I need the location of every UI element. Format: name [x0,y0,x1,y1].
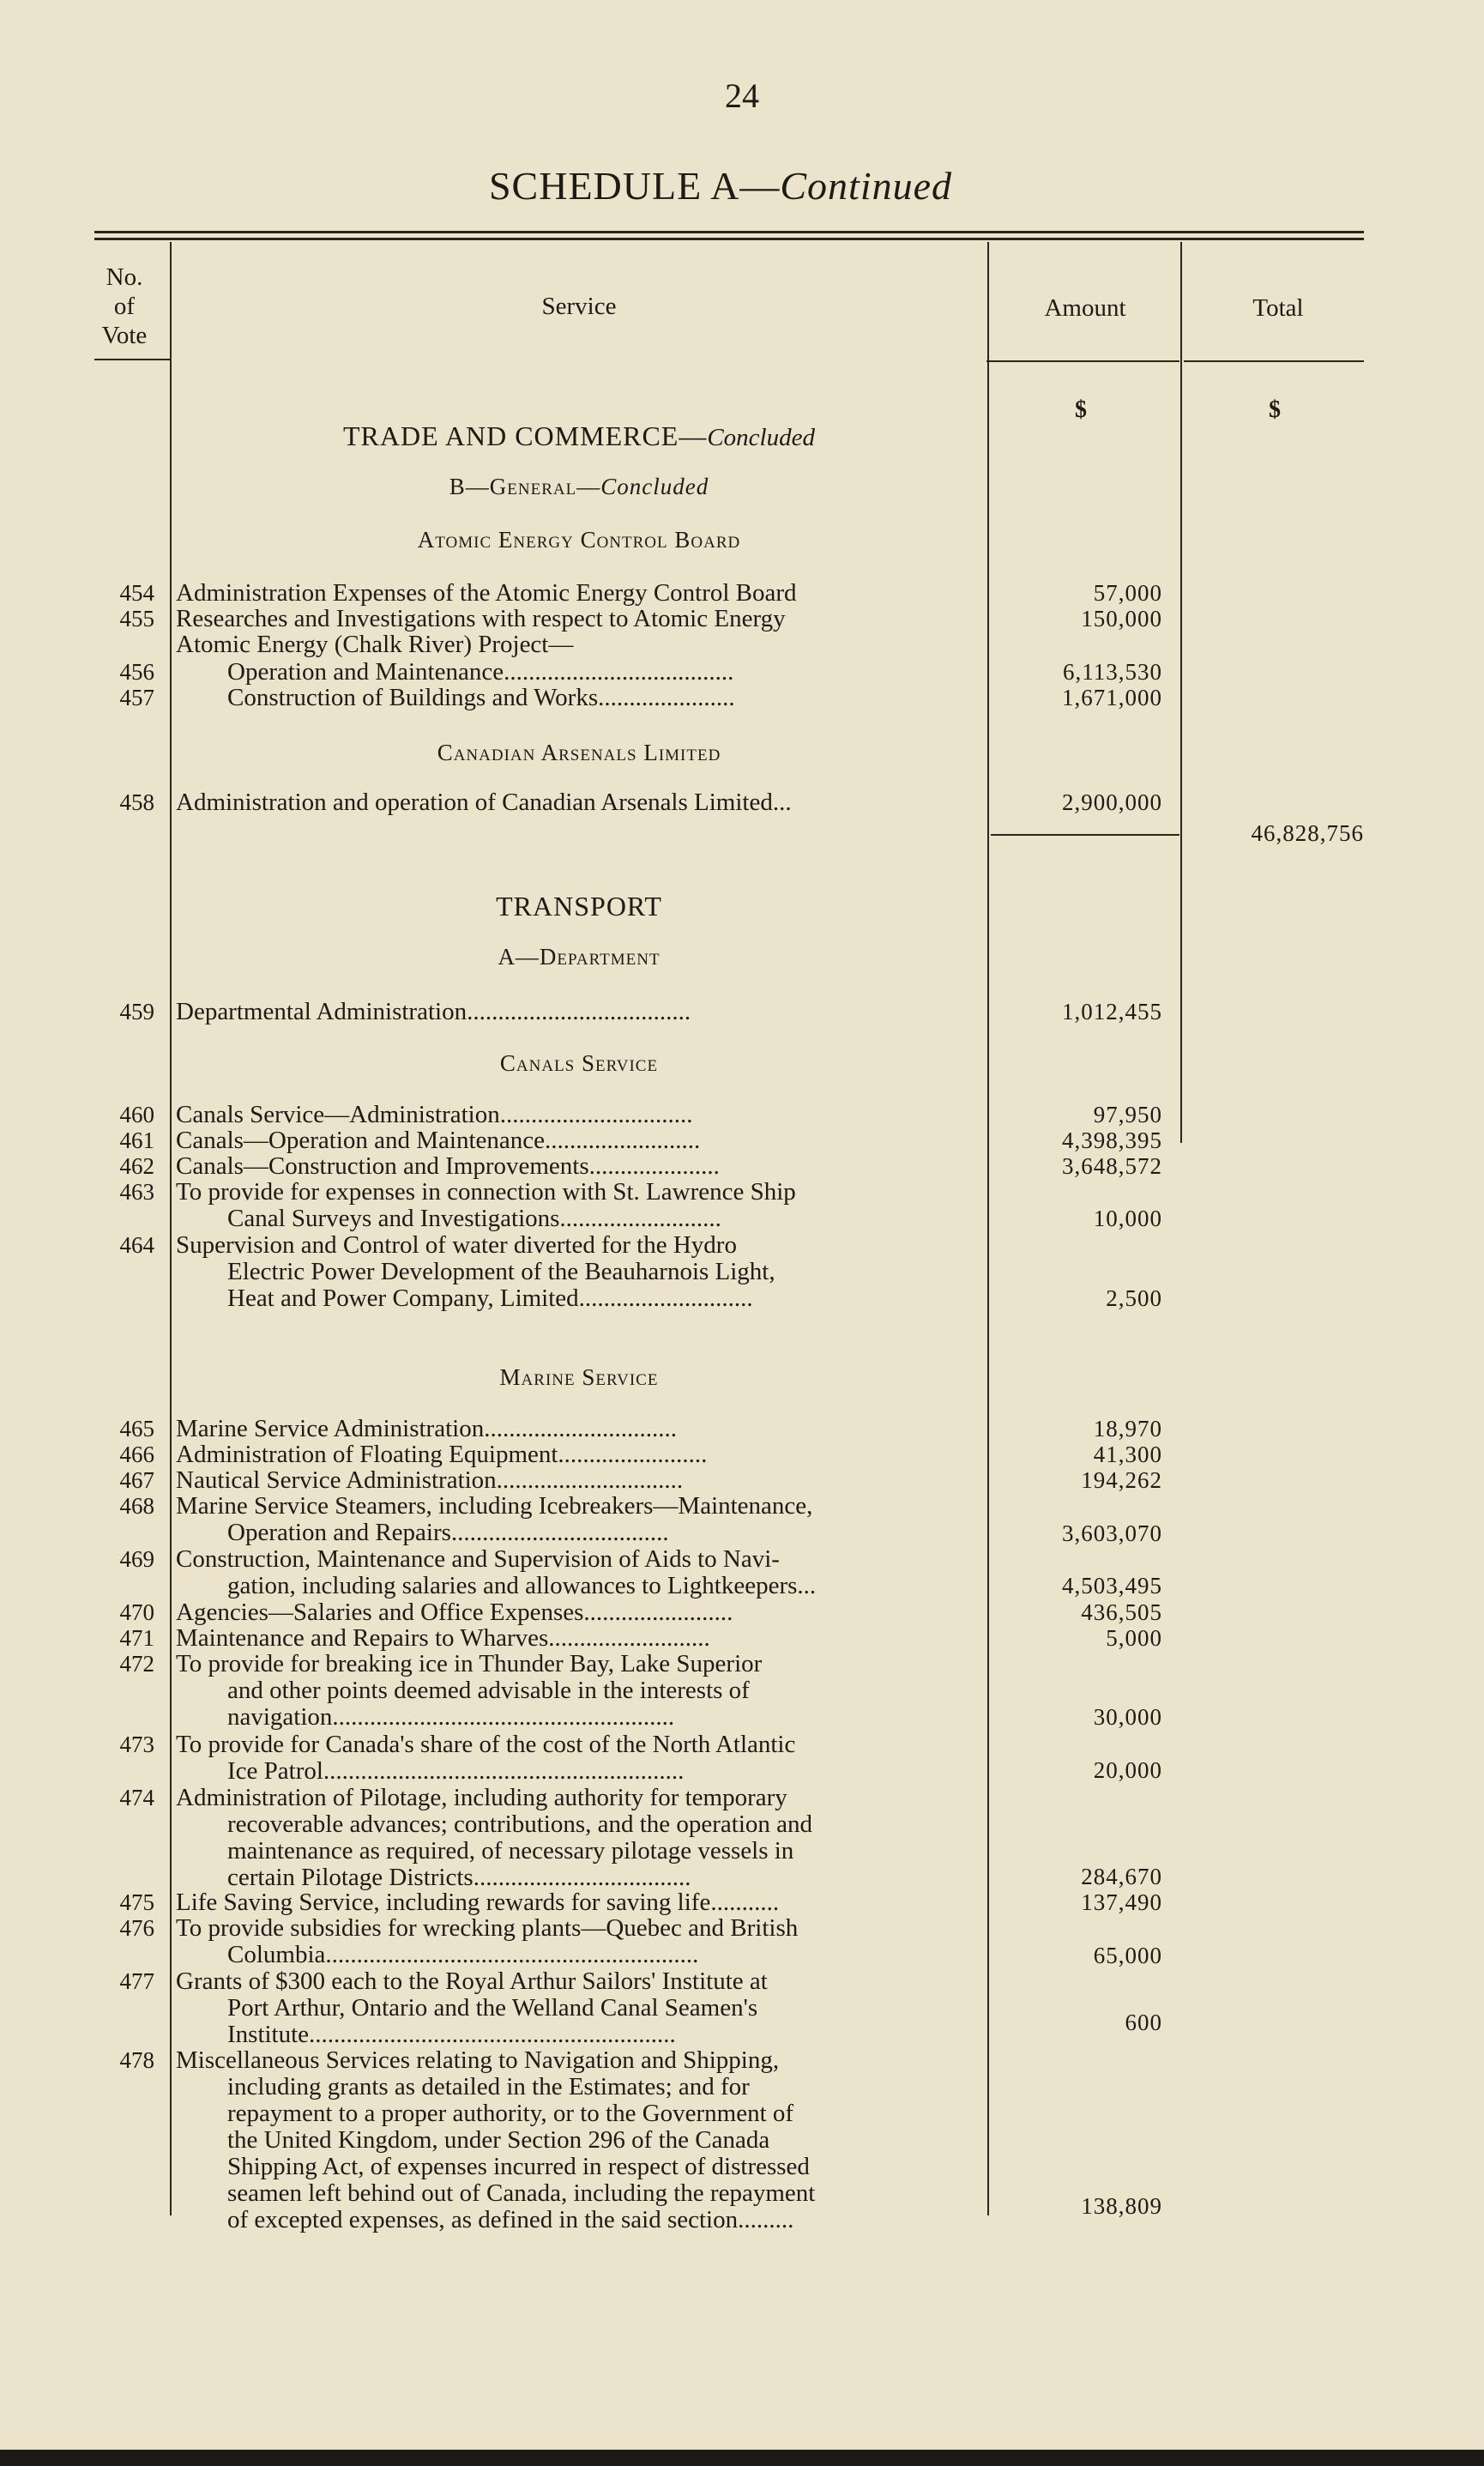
amount-value: 194,262 [1081,1467,1162,1493]
service-text [176,1232,982,1312]
service-text-line: Institute........................................................... [227,2021,676,2048]
section-transport: TRANSPORT [496,891,662,922]
vote-number: 457 [119,685,154,710]
amount-value: 10,000 [1093,1206,1162,1231]
service-text-line: Operation and Repairs................................... [227,1519,669,1546]
amount-value: 2,500 [1106,1285,1162,1311]
service-text [176,1968,982,2048]
service-text [176,1785,982,1891]
service-text: Canals—Operation and Maintenance......................... [176,1127,701,1154]
title-main: SCHEDULE A— [488,164,781,208]
service-text [176,1546,982,1599]
service-text: Life Saving Service, including rewards for saving life........... [176,1889,780,1916]
service-text-line: seamen left behind out of Canada, including the repayment [227,2179,816,2207]
service-text-line: repayment to a proper authority, or to the Government of [227,2100,794,2127]
service-text-line: Grants of $300 each to the Royal Arthur Sailors' Institute at [176,1967,768,1995]
amount-value: 436,505 [1081,1599,1162,1625]
amount-value: 284,670 [1081,1864,1162,1889]
vote-number: 459 [119,999,154,1024]
service-text-line: To provide for breaking ice in Thunder Bay, Lake Superior [176,1650,763,1677]
vote-number: 478 [119,2047,154,2073]
header-rule-vote [94,359,170,360]
vote-number: 470 [119,1599,154,1625]
service-text-line: maintenance as required, of necessary pilotage vessels in [227,1837,794,1865]
subsection-arsenals: Canadian Arsenals Limited [437,740,721,765]
amount-value: 3,648,572 [1062,1153,1162,1179]
service-text: Agencies—Salaries and Office Expenses........................ [176,1599,733,1626]
page-number: 24 [725,76,759,115]
vote-number: 454 [119,580,154,606]
subsection-marine: Marine Service [499,1364,659,1390]
top-rule-2 [94,238,1364,240]
header-total: Total [1252,294,1304,322]
trade-total: 46,828,756 [1251,820,1364,846]
vote-number: 460 [119,1102,154,1127]
amount-value: 18,970 [1093,1416,1162,1442]
vote-number: 472 [119,1651,154,1677]
service-text [176,1179,982,1232]
amount-value: 97,950 [1093,1102,1162,1127]
amount-value: 3,603,070 [1062,1520,1162,1546]
service-text-line: Shipping Act, of expenses incurred in respect of distressed [227,2153,810,2180]
service-text-line: Heat and Power Company, Limited............................ [227,1284,753,1312]
header-vote-line1: No. [106,263,143,291]
service-text [176,685,982,711]
service-text: Atomic Energy (Chalk River) Project— [176,631,574,658]
vote-number: 466 [119,1442,154,1467]
amount-value: 4,503,495 [1062,1573,1162,1599]
column-line-total [1180,242,1182,1143]
vote-number: 463 [119,1179,154,1205]
vote-number: 474 [119,1785,154,1810]
vote-number: 476 [119,1915,154,1941]
amount-value: 30,000 [1093,1704,1162,1730]
service-text-line: navigation....................................................... [227,1703,675,1731]
subsection-general-text: B—General— [449,474,601,499]
service-text-line: To provide for Canada's share of the cost of the North Atlantic [176,1731,796,1758]
amount-value: 65,000 [1093,1943,1162,1968]
amount-value: 20,000 [1093,1757,1162,1783]
service-text-line: Marine Service Steamers, including Icebreakers—Maintenance, [176,1492,813,1520]
total-currency: $ [1269,396,1281,423]
service-text-line: and other points deemed advisable in the interests of [227,1677,750,1704]
vote-number: 456 [119,659,154,685]
service-text: Researches and Investigations with respect to Atomic Energy [176,605,786,632]
service-text-line: certain Pilotage Districts................................... [227,1864,691,1891]
service-text-line: of excepted expenses, as defined in the said section......... [227,2206,794,2233]
vote-number: 468 [119,1493,154,1519]
vote-number: 464 [119,1232,154,1258]
header-vote [86,263,163,350]
service-text-line: gation, including salaries and allowances to Lightkeepers... [227,1572,817,1599]
service-text-line: the United Kingdom, under Section 296 of the Canada [227,2126,770,2154]
amount-value: 41,300 [1093,1442,1162,1467]
service-text-line: Columbia............................................................ [227,1941,699,1968]
vote-number: 461 [119,1127,154,1153]
title-italic: Continued [780,164,953,208]
vote-number: 458 [119,789,154,815]
service-text: Departmental Administration.................................... [176,998,691,1025]
service-text-line: Construction, Maintenance and Supervision of Aids to Navi- [176,1545,780,1573]
amount-value: 2,900,000 [1062,789,1162,815]
service-text: Maintenance and Repairs to Wharves.......................... [176,1624,710,1652]
service-text [176,1732,982,1785]
header-vote-line2: of [113,293,136,320]
header-amount: Amount [1044,294,1126,322]
service-text-line: Ice Patrol.......................................................... [227,1757,685,1785]
subsection-department: A—Department [498,944,661,970]
service-text-line: Electric Power Development of the Beauharnois Light, [227,1258,775,1285]
vote-number: 471 [119,1625,154,1651]
amount-value: 4,398,395 [1062,1127,1162,1153]
vote-number: 465 [119,1416,154,1442]
amount-value: 6,113,530 [1063,659,1162,685]
service-text-line: To provide subsidies for wrecking plants—Quebec and British [176,1914,799,1942]
subsection-atomic: Atomic Energy Control Board [417,527,741,553]
page-title [0,163,1441,209]
service-text [176,659,982,686]
service-text: Canals—Construction and Improvements..................... [176,1152,720,1180]
top-rule-1 [94,231,1364,233]
service-text-line: Port Arthur, Ontario and the Welland Canal Seamen's [227,1994,758,2022]
amount-value: 150,000 [1081,606,1162,632]
service-text: Administration Expenses of the Atomic Energy Control Board [176,579,797,607]
service-text-line: Canal Surveys and Investigations.......................... [227,1205,721,1232]
amount-value: 1,012,455 [1062,999,1162,1024]
section-trade-heading: TRADE AND COMMERCE— [342,420,708,451]
service-text [176,1651,982,1731]
service-text: Administration and operation of Canadian Arsenals Limited... [176,789,792,816]
service-text-line: Administration of Pilotage, including authority for temporary [176,1784,787,1811]
service-text [176,1493,982,1546]
header-vote-line3: Vote [101,322,148,349]
section-trade [172,420,986,452]
amount-value: 57,000 [1093,580,1162,606]
service-text: Administration of Floating Equipment........................ [176,1441,708,1468]
header-rule-total [1184,360,1364,362]
service-text-line: including grants as detailed in the Estimates; and for [227,2073,750,2100]
header-service: Service [541,293,617,320]
amount-value: 138,809 [1081,2193,1162,2219]
service-text-line: Operation and Maintenance..................................... [227,658,734,686]
amount-value: 600 [1125,2010,1162,2035]
scan-edge [0,2450,1484,2466]
service-text-line: To provide for expenses in connection with St. Lawrence Ship [176,1178,796,1206]
service-text: Marine Service Administration............................... [176,1415,677,1442]
header-rule-main [986,360,1179,362]
subsection-canals: Canals Service [499,1050,659,1076]
vote-number: 475 [119,1889,154,1915]
vote-number: 467 [119,1467,154,1493]
service-text: Nautical Service Administration.............................. [176,1466,684,1494]
section-trade-heading-italic: Concluded [707,424,815,451]
vote-number: 462 [119,1153,154,1179]
amount-currency: $ [1075,396,1087,423]
amount-value: 5,000 [1106,1625,1162,1651]
service-text-line: Miscellaneous Services relating to Navigation and Shipping, [176,2046,780,2074]
subsection-general [172,474,986,500]
vote-number: 473 [119,1732,154,1757]
column-line-amount [987,242,989,2215]
amount-value: 137,490 [1081,1889,1162,1915]
subtotal-rule [991,834,1179,836]
service-text: Canals Service—Administration............................... [176,1101,693,1128]
service-text [176,1915,982,1968]
service-text-line: recoverable advances; contributions, and the operation and [227,1810,813,1838]
amount-value: 1,671,000 [1062,685,1162,710]
service-text-line: Construction of Buildings and Works...................... [227,684,735,711]
vote-number: 469 [119,1546,154,1572]
service-text [176,2047,982,2233]
service-text-line: Supervision and Control of water diverted for the Hydro [176,1231,737,1259]
subsection-general-italic: Concluded [600,474,709,499]
vote-number: 455 [119,606,154,632]
vote-number: 477 [119,1968,154,1994]
